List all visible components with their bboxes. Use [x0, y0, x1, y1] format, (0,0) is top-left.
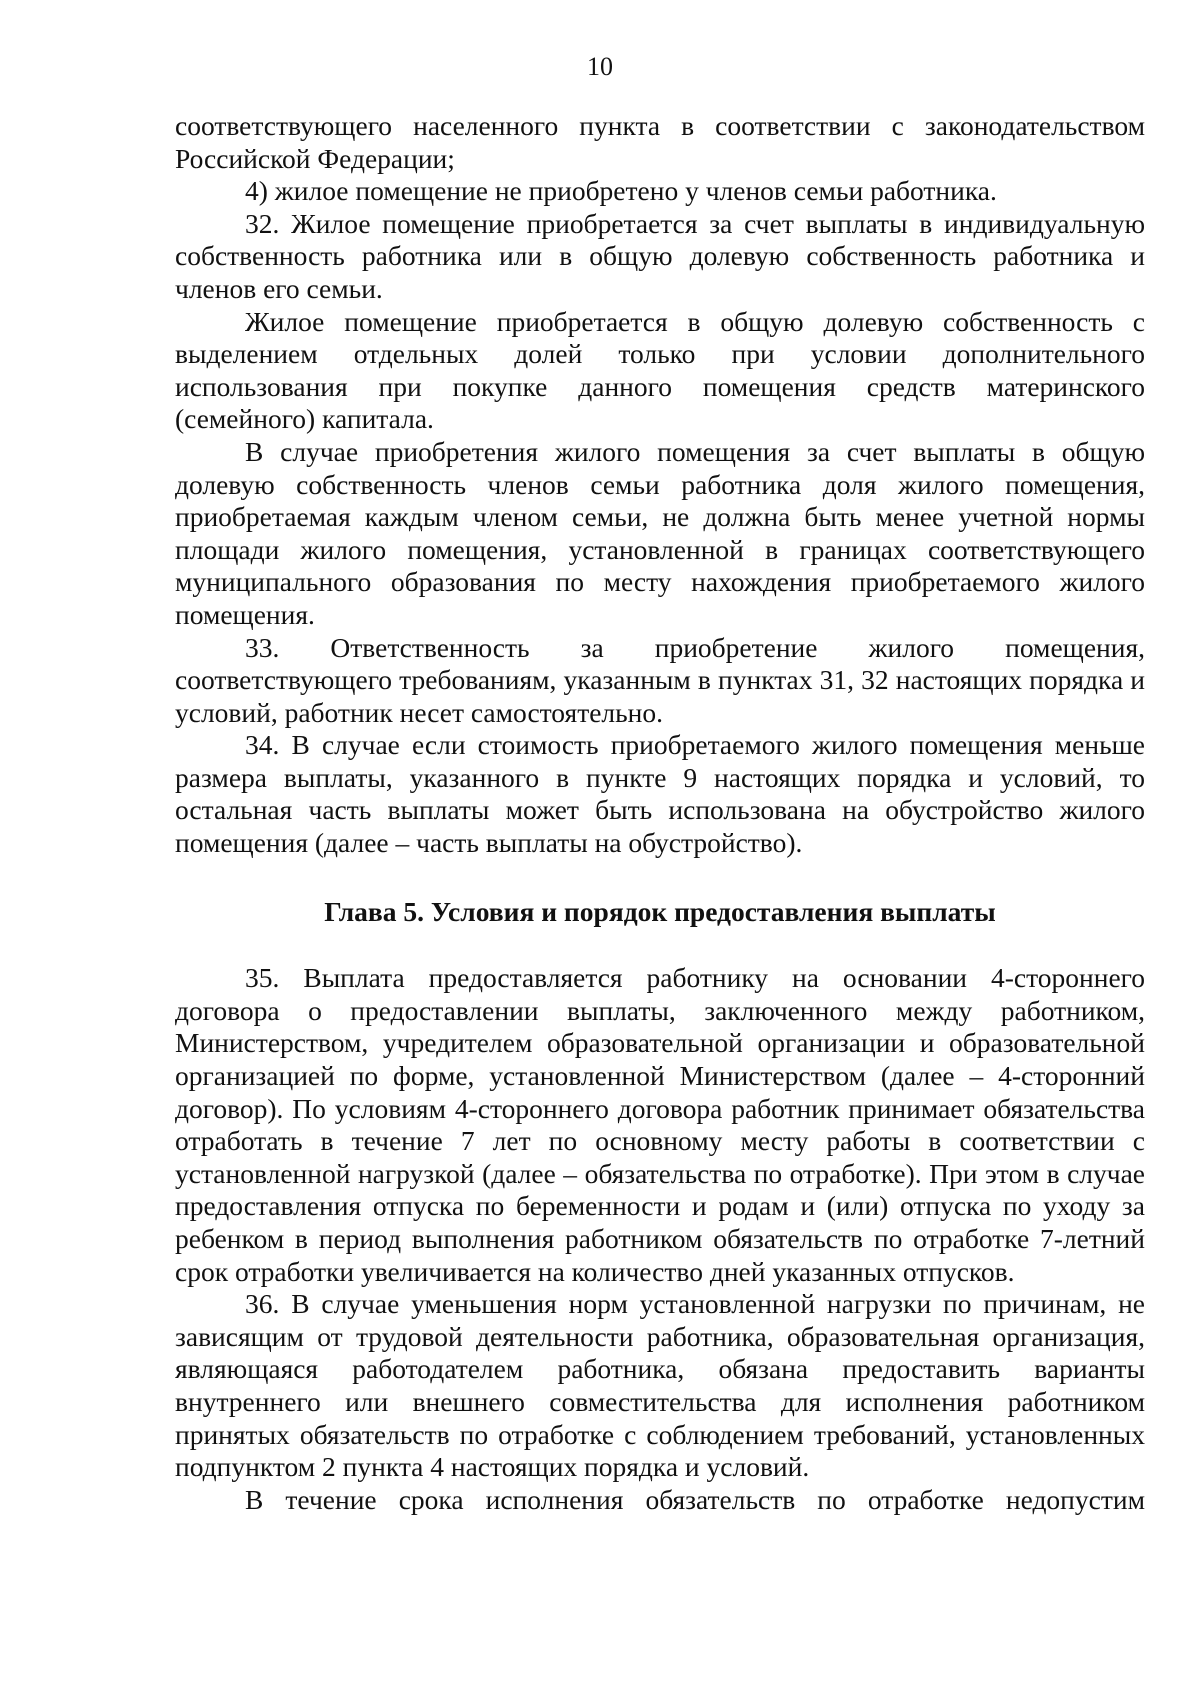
chapter-heading: Глава 5. Условия и порядок предоставления выплаты	[324, 895, 996, 927]
paragraph-item-4: 4) жилое помещение не приобретено у членов семьи работника.	[245, 175, 997, 207]
paragraph-34: 34. В случае если стоимость приобретаемого жилого помещения меньше размера выплаты, указанного в пункте 9 настоящих порядка и условий, то остальная часть выплаты может быть использована на обустройство жилого помещения (далее – часть выплаты на обустройство).	[175, 729, 1145, 859]
paragraph-32: 32. Жилое помещение приобретается за счет выплаты в индивидуальную собственность работника или в общую долевую собственность работника и членов его семьи.	[175, 207, 1145, 304]
paragraph-35: 35. Выплата предоставляется работнику на основании 4-стороннего договора о предоставлении выплаты, заключенного между работником, Министерством, учредителем образовательной организации и образовательной организацией по форме, установленной Министерством (далее – 4-сторонний договор). По условиям 4-стороннего договора работник принимает обязательства отработать в течение 7 лет по основному месту работы в соответствии с установленной нагрузкой (далее – обязательства по отработке). При этом в случае предоставления отпуска по беременности и родам и (или) отпуска по уходу за ребенком в период выполнения работником обязательств по отработке 7-летний срок отработки увеличивается на количество дней указанных отпусков.	[175, 962, 1145, 1287]
paragraph-32-family-share: В случае приобретения жилого помещения за счет выплаты в общую долевую собственность членов семьи работника доля жилого помещения, приобретаемая каждым членом семьи, не должна быть менее учетной нормы площади жилого помещения, установленной в границах соответствующего муниципального образования по месту нахождения приобретаемого жилого помещения.	[175, 435, 1145, 630]
page-number: 10	[587, 52, 613, 81]
paragraph-36-continuation: В течение срока исполнения обязательств по отработке недопустим	[245, 1483, 1145, 1515]
paragraph-continuation: соответствующего населенного пункта в соответствии с законодательством Российской Федерации;	[175, 110, 1145, 174]
paragraph-36: 36. В случае уменьшения норм установленной нагрузки по причинам, не зависящим от трудовой деятельности работника, образовательная организация, являющаяся работодателем работника, обязана предоставить варианты внутреннего или внешнего совместительства для исполнения работником принятых обязательств по отработке с соблюдением требований, установленных подпунктом 2 пункта 4 настоящих порядка и условий.	[175, 1288, 1145, 1483]
document-body	[175, 110, 1145, 1516]
paragraph-32-shared-ownership: Жилое помещение приобретается в общую долевую собственность с выделением отдельных долей только при условии дополнительного использования при покупке данного помещения средств материнского (семейного) капитала.	[175, 305, 1145, 435]
paragraph-33: 33. Ответственность за приобретение жилого помещения, соответствующего требованиям, указанным в пунктах 31, 32 настоящих порядка и условий, работник несет самостоятельно.	[175, 631, 1145, 728]
